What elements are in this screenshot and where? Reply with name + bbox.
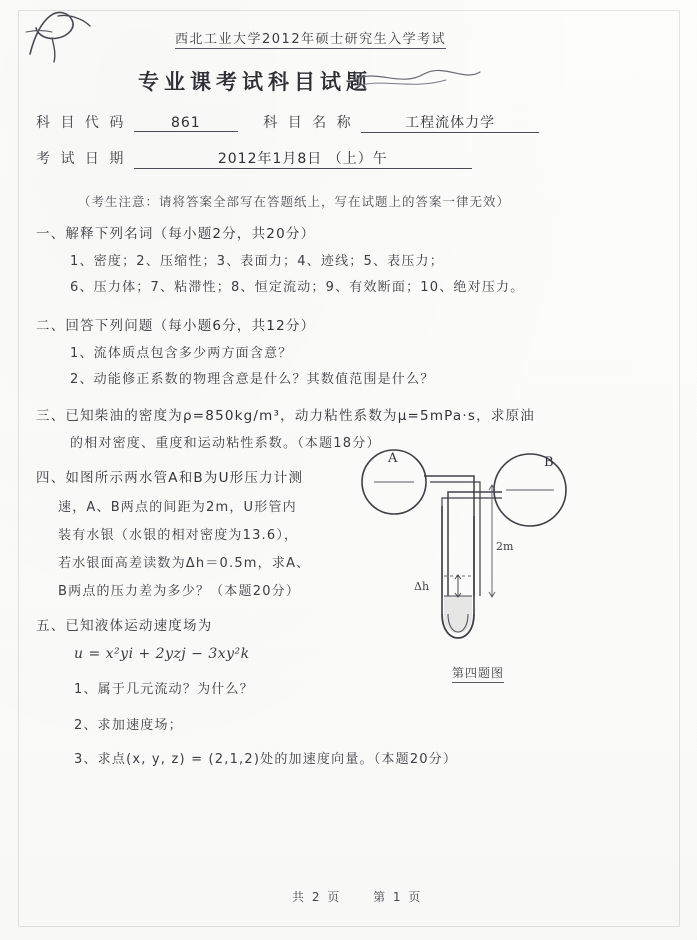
section-2-heading: 二、回答下列问题（每小题6分，共12分） bbox=[36, 318, 316, 334]
candidate-notice: （考生注意：请将答案全部写在答题纸上，写在试题上的答案一律无效） bbox=[78, 194, 511, 209]
subject-code-label: 科 目 代 码 bbox=[36, 115, 127, 131]
subject-code-value: 861 bbox=[134, 115, 238, 132]
section-5-formula: u = x²yi + 2yzj − 3xy²k bbox=[74, 646, 250, 662]
mercury-fill bbox=[444, 596, 472, 633]
figure-caption: 第四题图 bbox=[452, 664, 504, 683]
university-header: 西北工业大学2012年硕士研究生入学考试 bbox=[175, 28, 446, 49]
subject-name-label: 科 目 名 称 bbox=[263, 115, 354, 131]
footer-page-total: 共 2 页 bbox=[292, 890, 342, 904]
exam-date-value: 2012年1月8日 （上）午 bbox=[134, 148, 472, 169]
section-1-line-2: 6、压力体；7、粘滞性；8、恒定流动；9、有效断面；10、绝对压力。 bbox=[70, 280, 525, 295]
label-delta-h: Δh bbox=[414, 580, 430, 593]
section-3-heading: 三、已知柴油的密度为ρ=850kg/m³，动力粘性系数为μ=5mPa·s，求原油 bbox=[36, 408, 535, 424]
section-5-line-2: 1、属于几元流动？为什么？ bbox=[74, 682, 254, 697]
section-4-line-3: 若水银面高差读数为Δh＝0.5m，求A、 bbox=[58, 556, 311, 571]
label-distance-2m: 2m bbox=[496, 540, 514, 553]
section-5-line-4: 3、求点(x, y, z) = (2,1,2)处的加速度向量。（本题20分） bbox=[74, 752, 458, 767]
section-1-line-1: 1、密度；2、压缩性；3、表面力；4、迹线；5、表压力； bbox=[70, 254, 444, 269]
footer-page-current: 第 1 页 bbox=[373, 890, 423, 904]
label-pipe-b: B bbox=[544, 455, 554, 470]
page-footer bbox=[292, 888, 448, 905]
section-4-heading: 四、如图所示两水管A和B为U形压力计测 bbox=[36, 470, 304, 486]
section-3-line-1: 的相对密度、重度和运动粘性系数。（本题18分） bbox=[70, 436, 381, 451]
label-pipe-a: A bbox=[388, 451, 398, 466]
section-4-line-4: B两点的压力差为多少？（本题20分） bbox=[58, 584, 301, 599]
section-5-heading: 五、已知液体运动速度场为 bbox=[36, 618, 213, 634]
form-row-subject bbox=[36, 112, 539, 133]
section-2-line-2: 2、动能修正系数的物理含意是什么？其数值范围是什么？ bbox=[70, 372, 435, 387]
section-5-line-3: 2、求加速度场； bbox=[74, 718, 183, 733]
section-1-heading: 一、解释下列名词（每小题2分，共20分） bbox=[36, 226, 316, 242]
section-4-line-1: 速，A、B两点的间距为2m，U形管内 bbox=[58, 500, 297, 515]
exam-date-label: 考 试 日 期 bbox=[36, 151, 127, 167]
section-4-line-2: 装有水银（水银的相对密度为13.6）， bbox=[58, 528, 299, 543]
subject-name-value: 工程流体力学 bbox=[361, 112, 539, 133]
form-row-date bbox=[36, 148, 472, 169]
section-2-line-1: 1、流体质点包含多少两方面含意？ bbox=[70, 346, 293, 361]
page-title: 专业课考试科目试题 bbox=[138, 70, 372, 94]
manometer-figure bbox=[352, 446, 584, 686]
